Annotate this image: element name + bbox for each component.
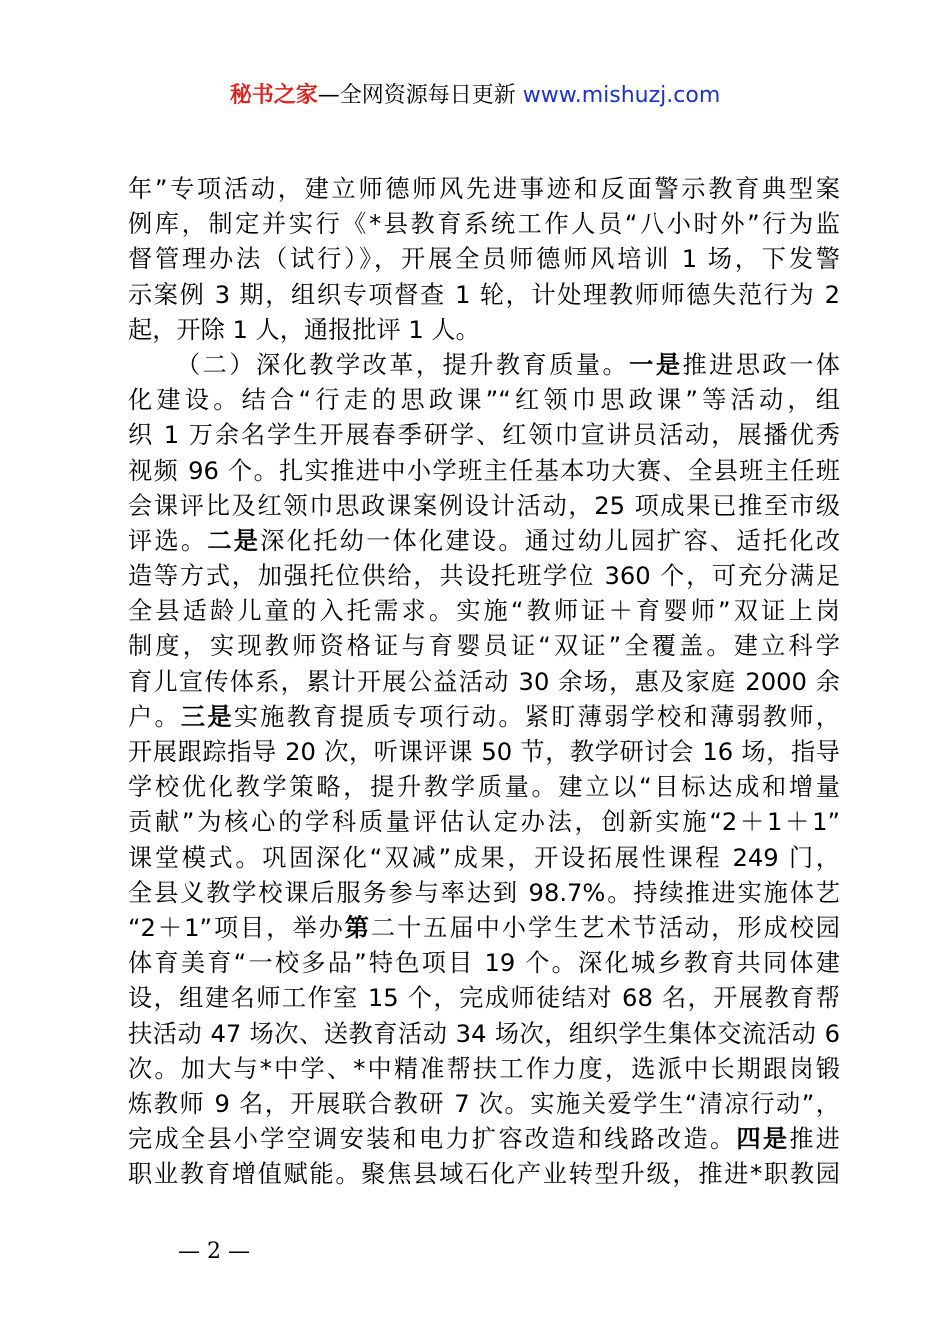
- text-line: 制度，实现教师资格证与育婴员证“双证”全覆盖。建立科学: [128, 632, 840, 661]
- text-line: 炼教师 9 名，开展联合教研 7 次。实施关爱学生“清凉行动”，: [128, 1089, 840, 1118]
- text-line: 造等方式，加强托位供给，共设托班学位 360 个，可充分满足: [128, 562, 840, 591]
- text-line: 例库，制定并实行《*县教育系统工作人员“八小时外”行为监: [128, 210, 840, 239]
- text-line: 体育美育“一校多品”特色项目 19 个。深化城乡教育共同体建: [128, 949, 840, 978]
- text-line: 示案例 3 期，组织专项督查 1 轮，计处理教师师德失范行为 2: [128, 280, 840, 309]
- bold-marker: 三是: [180, 702, 234, 731]
- text-line: 年”专项活动，建立师德师风先进事迹和反面警示教育典型案: [128, 175, 840, 203]
- text-line: 学校优化教学策略，提升教学质量。建立以“目标达成和增量: [128, 773, 840, 802]
- text-run: 推进: [789, 1125, 840, 1154]
- section-heading: （二）深化教学改革，提升教育质量。: [176, 350, 630, 379]
- text-line: 开展跟踪指导 20 次，听课评课 50 节，教学研讨会 16 场，指导: [128, 738, 840, 766]
- text-run: 实施教育提质专项行动。紧盯薄弱学校和薄弱教师，: [233, 702, 840, 731]
- text-line: 织 1 万余名学生开展春季研学、红领巾宣讲员活动，展播优秀: [128, 421, 840, 450]
- text-line: [128, 911, 840, 946]
- text-line: 会课评比及红领巾思政课案例设计活动，25 项成果已推至市级: [128, 491, 840, 520]
- document-body: [128, 172, 840, 1192]
- text-line: [128, 1122, 840, 1157]
- text-run: 深化托幼一体化建设。通过幼儿园扩容、适托化改: [260, 526, 840, 555]
- text-run: 完成全县小学空调安装和电力扩容改造和线路改造。: [128, 1125, 737, 1154]
- text-run: 评选。: [128, 526, 208, 555]
- site-header: [0, 80, 950, 112]
- text-line: 督管理办法（试行）》，开展全员师德师风培训 1 场，下发警: [128, 245, 840, 274]
- text-line: 扶活动 47 场次、送教育活动 34 场次，组织学生集体交流活动 6: [128, 1019, 840, 1048]
- text-line: 视频 96 个。扎实推进中小学班主任基本功大赛、全县班主任班: [128, 456, 840, 485]
- bold-marker: 第: [344, 913, 371, 942]
- site-url-link[interactable]: www.mishuzj.com: [522, 83, 721, 108]
- text-line: 全县义教学校课后服务参与率达到 98.7%。持续推进实施体艺: [128, 878, 840, 907]
- text-run: “2＋1”项目，举办: [128, 913, 345, 942]
- text-run: 推进思政一体: [682, 350, 840, 379]
- text-line: 全县适龄儿童的入托需求。实施“教师证＋育婴师”双证上岗: [128, 597, 840, 626]
- bold-marker: 四是: [736, 1125, 790, 1154]
- text-line: 化建设。结合“行走的思政课”“红领巾思政课”等活动，组: [128, 386, 840, 415]
- text-line: 课堂模式。巩固深化“双减”成果，开设拓展性课程 249 门，: [128, 843, 840, 872]
- text-line: 贡献”为核心的学科质量评估认定办法，创新实施“2＋1＋1”: [128, 808, 840, 837]
- site-brand: 秘书之家: [229, 83, 318, 108]
- bold-marker: 二是: [207, 526, 261, 555]
- text-line: [128, 348, 840, 383]
- paragraph-1: [128, 172, 840, 348]
- text-run: 户。: [128, 702, 181, 731]
- text-line: [128, 700, 840, 735]
- text-line: 设，组建名师工作室 15 个，完成师徒结对 68 名，开展教育帮: [128, 984, 840, 1013]
- text-line: 育儿宣传体系，累计开展公益活动 30 余场，惠及家庭 2000 余: [128, 667, 840, 696]
- page-number: — 2 —: [178, 1239, 250, 1264]
- text-line: [128, 524, 840, 559]
- text-line: 起，开除 1 人，通报批评 1 人。: [128, 315, 480, 344]
- text-line: 职业教育增值赋能。聚焦县域石化产业转型升级，推进*职教园: [128, 1160, 840, 1189]
- text-run: 二十五届中小学生艺术节活动，形成校园: [370, 913, 840, 942]
- paragraph-2: [128, 348, 840, 1193]
- text-line: 次。加大与*中学、*中精准帮扶工作力度，选派中长期跟岗锻: [128, 1054, 840, 1083]
- bold-marker: 一是: [629, 350, 683, 379]
- site-tagline: —全网资源每日更新: [317, 83, 523, 108]
